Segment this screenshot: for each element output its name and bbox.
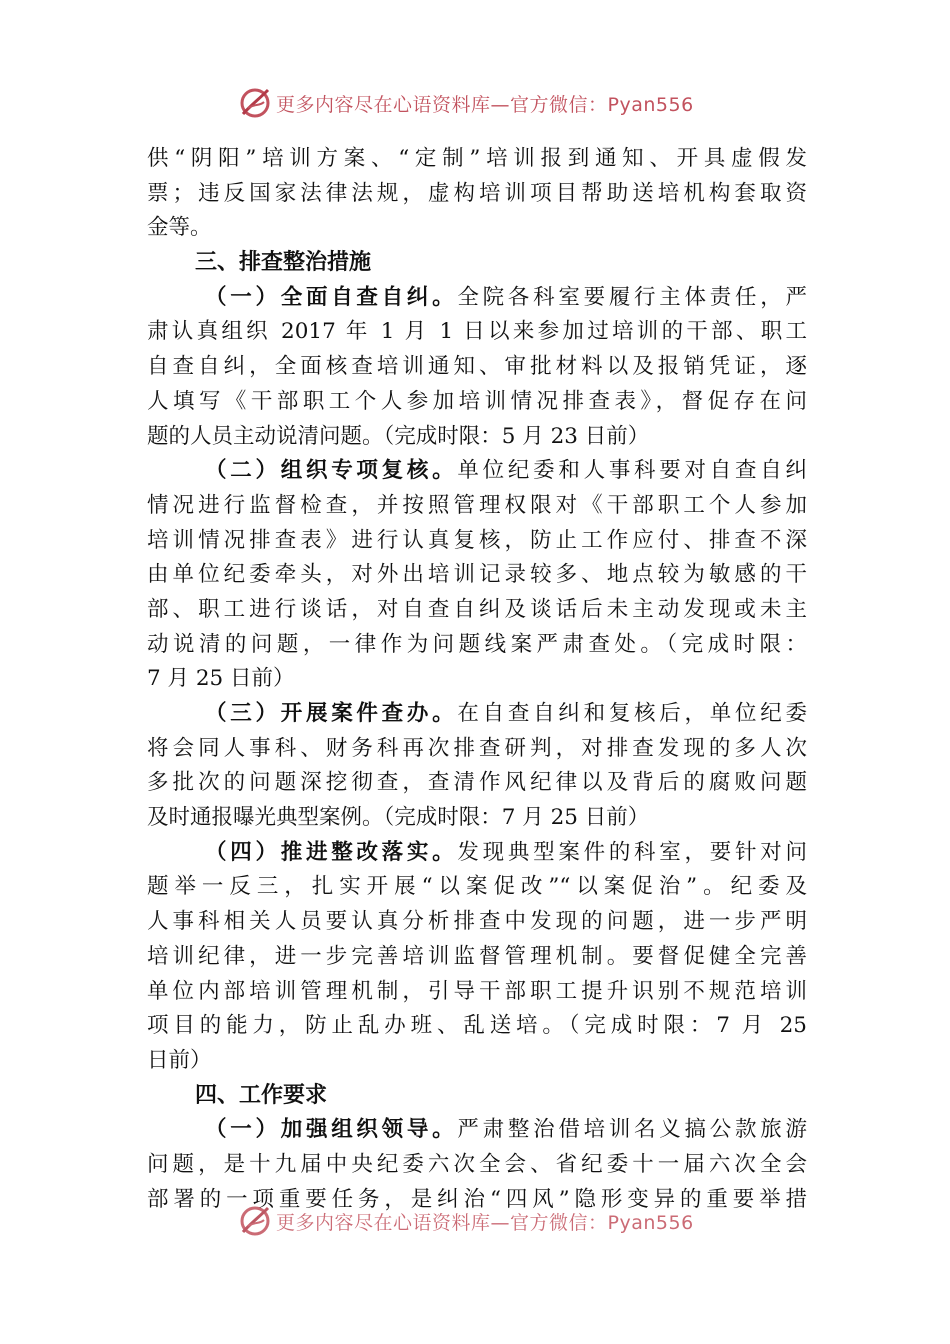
- text-line: 在自查自纠和复核后，单位纪委: [457, 701, 807, 726]
- text-line: 培训情况排查表》进行认真复核，防止工作应付、排查不深: [147, 527, 807, 553]
- paragraph-lead: （一）全面自查自纠。: [205, 284, 458, 310]
- text-line: 问题，是十九届中央纪委六次全会、省纪委十一届六次全会: [147, 1151, 807, 1177]
- text-line: 将会同人事科、财务科再次排查研判，对排查发现的多人次: [147, 735, 807, 761]
- text-line: 及时通报曝光典型案例。（完成时限：7 月 25 日前）: [147, 805, 650, 831]
- section-heading-3: 三、排查整治措施: [195, 250, 372, 276]
- text-line: 7 月 25 日前）: [147, 666, 295, 692]
- brush-logo-icon: [238, 86, 272, 120]
- watermark-text: 更多内容尽在心语资料库—官方微信：Pyan556: [276, 93, 694, 116]
- text-line: 单位纪委和人事科要对自查自纠: [457, 458, 807, 484]
- text-line: 人填写《干部职工个人参加培训情况排查表》，督促存在问: [147, 388, 807, 414]
- text-line: 人事科相关人员要认真分析排查中发现的问题，进一步严明: [147, 909, 807, 935]
- text-line: 全院各科室要履行主体责任，严: [457, 284, 807, 310]
- watermark-footer: [0, 1200, 950, 1240]
- text-line: 培训纪律，进一步完善培训监督管理机制。要督促健全完善: [147, 943, 807, 969]
- watermark-header: [0, 80, 950, 124]
- paragraph-lead: （二）组织专项复核。: [205, 458, 458, 484]
- text-line: 单位内部培训管理机制，引导干部职工提升识别不规范培训: [147, 978, 807, 1004]
- text-line: 发现典型案件的科室，要针对问: [457, 839, 807, 865]
- brush-logo-icon: [238, 1204, 272, 1238]
- text-line: 部、职工进行谈话，对自查自纠及谈话后未主动发现或未主: [147, 596, 807, 622]
- text-line: 日前）: [147, 1047, 212, 1073]
- text-line: 金等。: [147, 215, 212, 241]
- text-line: 由单位纪委牵头，对外出培训记录较多、地点较为敏感的干: [147, 562, 807, 588]
- paragraph: [147, 454, 807, 697]
- watermark-text: 更多内容尽在心语资料库—官方微信：Pyan556: [276, 1211, 694, 1234]
- document-body: [147, 142, 807, 1217]
- text-line: 动说清的问题，一律作为问题线案严肃查处。（完成时限：: [147, 631, 807, 657]
- text-line: 票；违反国家法律法规，虚构培训项目帮助送培机构套取资: [147, 180, 807, 206]
- text-line: 项目的能力，防止乱办班、乱送培。（完成时限：7 月 25: [147, 1013, 807, 1039]
- text-line: 部署的一项重要任务，是纠治“四风”隐形变异的重要举措: [147, 1186, 807, 1212]
- text-line: 供“阴阳”培训方案、“定制”培训报到通知、开具虚假发: [147, 146, 807, 171]
- paragraph-lead: （三）开展案件查办。: [205, 701, 458, 726]
- text-line: 题举一反三，扎实开展“以案促改”“以案促治”。纪委及: [147, 874, 807, 900]
- text-line: 肃认真组织 2017 年 1 月 1 日以来参加过培训的干部、职工: [147, 319, 807, 345]
- text-line: 严肃整治借培训名义搞公款旅游: [457, 1117, 807, 1143]
- paragraph: [147, 697, 807, 836]
- text-line: 自查自纠，全面核查培训通知、审批材料以及报销凭证，逐: [147, 354, 807, 380]
- text-line: 题的人员主动说清问题。（完成时限：5 月 23 日前）: [147, 423, 650, 449]
- text-line: 情况进行监督检查，并按照管理权限对《干部职工个人参加: [147, 492, 807, 518]
- paragraph: [147, 836, 807, 1079]
- section-heading-4: 四、工作要求: [195, 1082, 328, 1108]
- paragraph: [147, 281, 807, 454]
- text-line: 多批次的问题深挖彻查，查清作风纪律以及背后的腐败问题: [147, 770, 807, 796]
- paragraph-lead: （一）加强组织领导。: [205, 1117, 458, 1143]
- paragraph-lead: （四）推进整改落实。: [205, 839, 458, 865]
- paragraph: [147, 142, 807, 246]
